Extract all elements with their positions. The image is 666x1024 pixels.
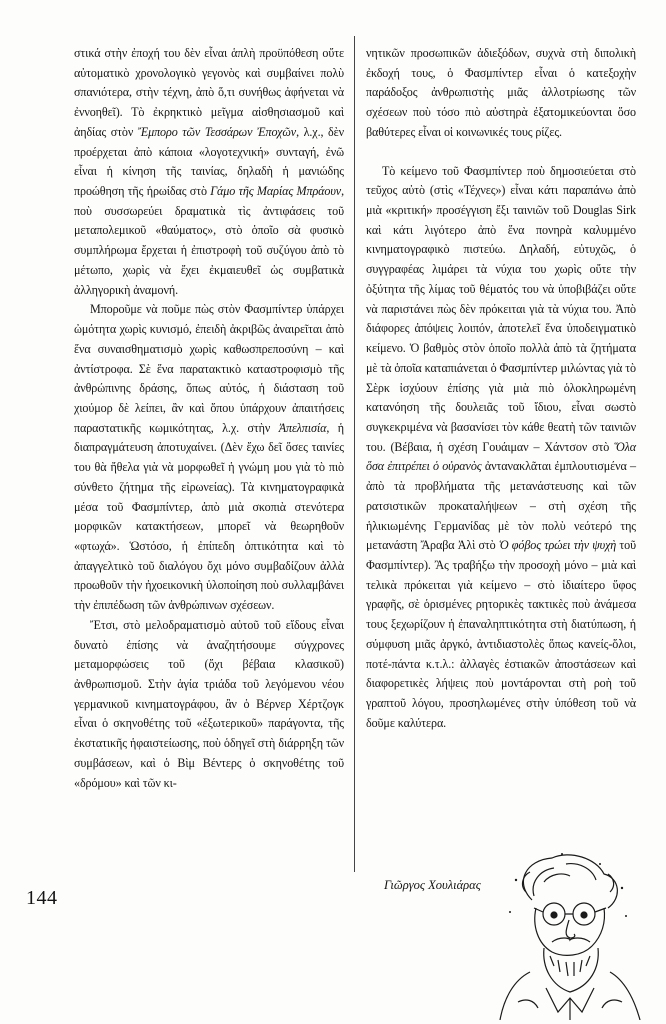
paragraph-text: , ποὺ συσσωρεύει δραματικὰ τὶς ἀντιφάσεις τοῦ μεταπολεμικοῦ «θαύματος», στὸ ὁποῖο σὰ φυσικὸ συμπλήρωμα ἔρχεται ἡ ἐπιστροφὴ τοῦ συζύγου ἀπὸ τὸ μέτωπο, χωρὶς νὰ ἔχει ἐκμαιευθεῖ ὡς συμβατικὰ ἀλληγορικὴ ἀναμονή. <box>74 184 344 297</box>
italic-title: Ὁ φόβος τρώει τὴν ψυχὴ <box>498 538 617 553</box>
italic-title: Ἀπελπισία <box>278 420 327 435</box>
body-paragraph <box>74 44 344 300</box>
body-paragraph <box>74 300 344 616</box>
italic-title: Γάμο τῆς Μαρίας Μπράουν <box>210 184 342 199</box>
author-caricature-illustration <box>474 852 650 1020</box>
body-paragraph <box>74 616 344 793</box>
author-signature: Γιῶργος Χουλιάρας <box>384 878 481 892</box>
paragraph-text: στικά στὴν ἐποχή του δὲν εἶναι ἁπλὴ προϋπόθεση οὔτε αὐτοματικὸ χρονολογικὸ γεγονὸς καὶ συμβαίνει πολὺ σπανιότερα, στὴν τέχνη, ἀπὸ ὅ,τι συνήθως ἀφήνεται νὰ ἐννοηθεῖ). Τὸ ἐκρηκτικὸ μεῖγμα αἰσθησιασμοῦ καὶ ἀηδίας στὸν <box>74 46 344 139</box>
column-divider <box>354 36 355 872</box>
left-column <box>74 44 344 793</box>
italic-title: Ὅλα ὅσα ἐπιτρέπει ὁ οὐρανὸς <box>366 439 636 474</box>
paragraph-text: , λ.χ., δὲν προέρχεται ἀπὸ κάποια «λογοτεχνική» συνταγή, ἐνῶ εἶναι ἡ κίνηση τῆς ταινίας, δηλαδὴ ἡ μανιώδης προώθηση τῆς ἡρωίδας στὸ <box>74 124 344 199</box>
page-number: 144 <box>26 887 58 909</box>
body-paragraph <box>366 162 636 734</box>
italic-title: Ἔμπορο τῶν Τεσσάρων Ἐποχῶν <box>137 124 297 139</box>
paragraph-text: νητικῶν προσωπικῶν ἀδιεξόδων, συχνὰ στὴ διπολικὴ ἐκδοχή τους, ὁ Φασμπίντερ εἶναι ὁ κατεξοχὴν παράδοξος ἀνθρωπιστὴς μιᾶς ἀλλοτρίωσης τῶν σχέσεων ποὺ τόσο πιὸ αὐστηρὰ ἐξατομικεύονται ὅσο βαθύτερες εἶναι οἱ κοινωνικές τους ρίζες. <box>366 46 636 139</box>
paragraph-text: , ἡ διαπραγμάτευση ἀποτυχαίνει. (Δὲν ἔχω δεῖ ὅσες ταινίες του θὰ ἤθελα γιὰ νὰ μορφωθεῖ ἡ γνώμη μου γιὰ τὸ πιὸ σύνθετο ζήτημα τῆς εἰρωνείας). Τὰ κινηματογραφικὰ μέσα τοῦ Φασμπίντερ, ἀπὸ μιὰ σκοπιὰ στενότερα μορφικῶν κατακτήσεων, μπορεῖ νὰ θεωρηθοῦν «φτωχά». Ὡστόσο, ἡ ἐπίπεδη ὀπτικότητα καὶ τὸ ἀπαγγελτικὸ τοῦ διαλόγου ὄχι μόνο συμβαδίζουν ἀλλὰ προωθοῦν τὴν ἠχοεικονικὴ ὑλοποίηση ποὺ συλλαμβάνει τὴν ἐπιπέδωση τῶν ἀνθρώπινων σχέσεων. <box>74 420 344 613</box>
paragraph-text: ἀντανακλᾶται ἐμπλουτισμένα – ἀπὸ τὰ προβλήματα τῆς μετανάστευσης καὶ τῶν ρατσιστικῶν προκαταλήψεων – στὴ σχέση τῆς ἡλικιωμένης Γερμανίδας μὲ τὸν πολὺ νεότερό της μετανάστη Ἄραβα Ἀλὶ στὸ <box>366 459 636 553</box>
paragraph-text: Μποροῦμε νὰ ποῦμε πὼς στὸν Φασμπίντερ ὑπάρχει ὠμότητα χωρὶς κυνισμό, ἐπειδὴ ἀκριβῶς ἀναιρεῖται ἀπὸ ἕνα συναισθηματισμὸ χωρὶς καθωσπρεποσύνη – καὶ ἀντίστροφα. Σὲ ἕνα παρατακτικὸ καταστροφισμὸ τῆς ἀνθρώπινης δράσης, ὅπως αὐτός, ἡ διάσταση τοῦ χιούμορ δὲ λείπει, ἂν καὶ ὅπου ὑπάρχουν ἀπαιτήσεις παραστατικῆς κωμικότητας, λ.χ. στὴν <box>74 302 344 435</box>
paragraph-text: Τὸ κείμενο τοῦ Φασμπίντερ ποὺ δημοσιεύεται στὸ τεῦχος αὐτὸ (στὶς «Τέχνες») εἶναι κάτι παραπάνω ἀπὸ μιὰ «κριτική» προσέγγιση ἔξι ταινιῶν τοῦ Douglas Sirk καὶ κάτι λιγότερο ἀπὸ ἕνα πονηρὰ καλυμμένο κινηματογραφικὸ πιστεύω. Δηλαδή, εὐτυχῶς, ὁ συγγραφέας λιμάρει τὰ νύχια του χωρὶς οὔτε τὴν ὀξύτητα τῆς λίμας τοῦ θέματός του νὰ ὑποβιβάζει οὔτε νὰ παριστάνει πὼς δὲν πρόκειται γιὰ τὰ νύχια του. Ἀπὸ διάφορες ἀπόψεις λοιπόν, ἀποτελεῖ ἕνα ὑποδειγματικὸ κείμενο. Ὁ βαθμὸς στὸν ὁποῖο πολλὰ ἀπὸ τὰ ζητήματα μὲ τὰ ὁποῖα καταπιάνεται ὁ Φασμπίντερ μιλώντας γιὰ τὸ Σὲρκ ἰσχύουν ἐπίσης γιὰ μιὰ πιὸ ὁλοκληρωμένη κατανόηση τῆς δουλειᾶς τοῦ ἴδιου, εἶναι σωστὸ συγκεκριμένα νὰ βασανίσει τὸν κάθε θεατὴ τῶν ταινιῶν του. (Βέβαια, ἡ σχέση Γουάιμαν – Χάντσον στὸ <box>366 163 636 454</box>
paragraph-text: τοῦ Φασμπίντερ). Ἂς τραβήξω τὴν προσοχὴ μόνο – μιὰ καὶ τελικὰ πρόκειται γιὰ κείμενο – στὸ ἰδιαίτερο ὕφος γραφῆς, σὲ ὁρισμένες ρητορικὲς τακτικὲς ποὺ ἀνάμεσα τους ξεχωρίζουν ἡ ἐπαναληπτικότητα στὴ διατύπωση, ἡ σύμφυση μιᾶς ἀργκό, ἀντιδιαστολὲς ὅπως κανείς-ὅλοι, ποτέ-πάντα κ.τ.λ.: ἀλλαγὲς ἐστιακῶν ἀποστάσεων καὶ διαφορετικὲς λήψεις ποὺ μοντάρονται στὴ ροὴ τοῦ γραπτοῦ λόγου, προσηλωμένες στὴν ὑπόθεση τοῦ νὰ δοῦμε καλύτερα. <box>366 538 636 730</box>
paragraph-text: Ἔτσι, στὸ μελοδραματισμὸ αὐτοῦ τοῦ εἴδους εἶναι δυνατὸ ἐπίσης νὰ ἀναζητήσουμε σύγχρονες μεταμορφώσεις τοῦ (ὄχι βέβαια κλασικοῦ) ἀνθρωπισμοῦ. Στὴν ἁγία τριάδα τοῦ λεγόμενου νέου γερμανικοῦ κινηματογράφου, ἂν ὁ Βέρνερ Χέρτζογκ εἶναι ὁ σκηνοθέτης τοῦ «ἐξωτερικοῦ» παράγοντα, τῆς ἐκστατικῆς ἡφαιστείωσης, ποὺ ὁδηγεῖ στὴ διάρρηξη τῶν συμβάσεων, καὶ ὁ Βὶμ Βέντερς ὁ σκηνοθέτης τοῦ «δρόμου» καὶ τῶν κι- <box>74 617 344 790</box>
body-paragraph <box>366 44 636 143</box>
right-column <box>366 44 636 733</box>
